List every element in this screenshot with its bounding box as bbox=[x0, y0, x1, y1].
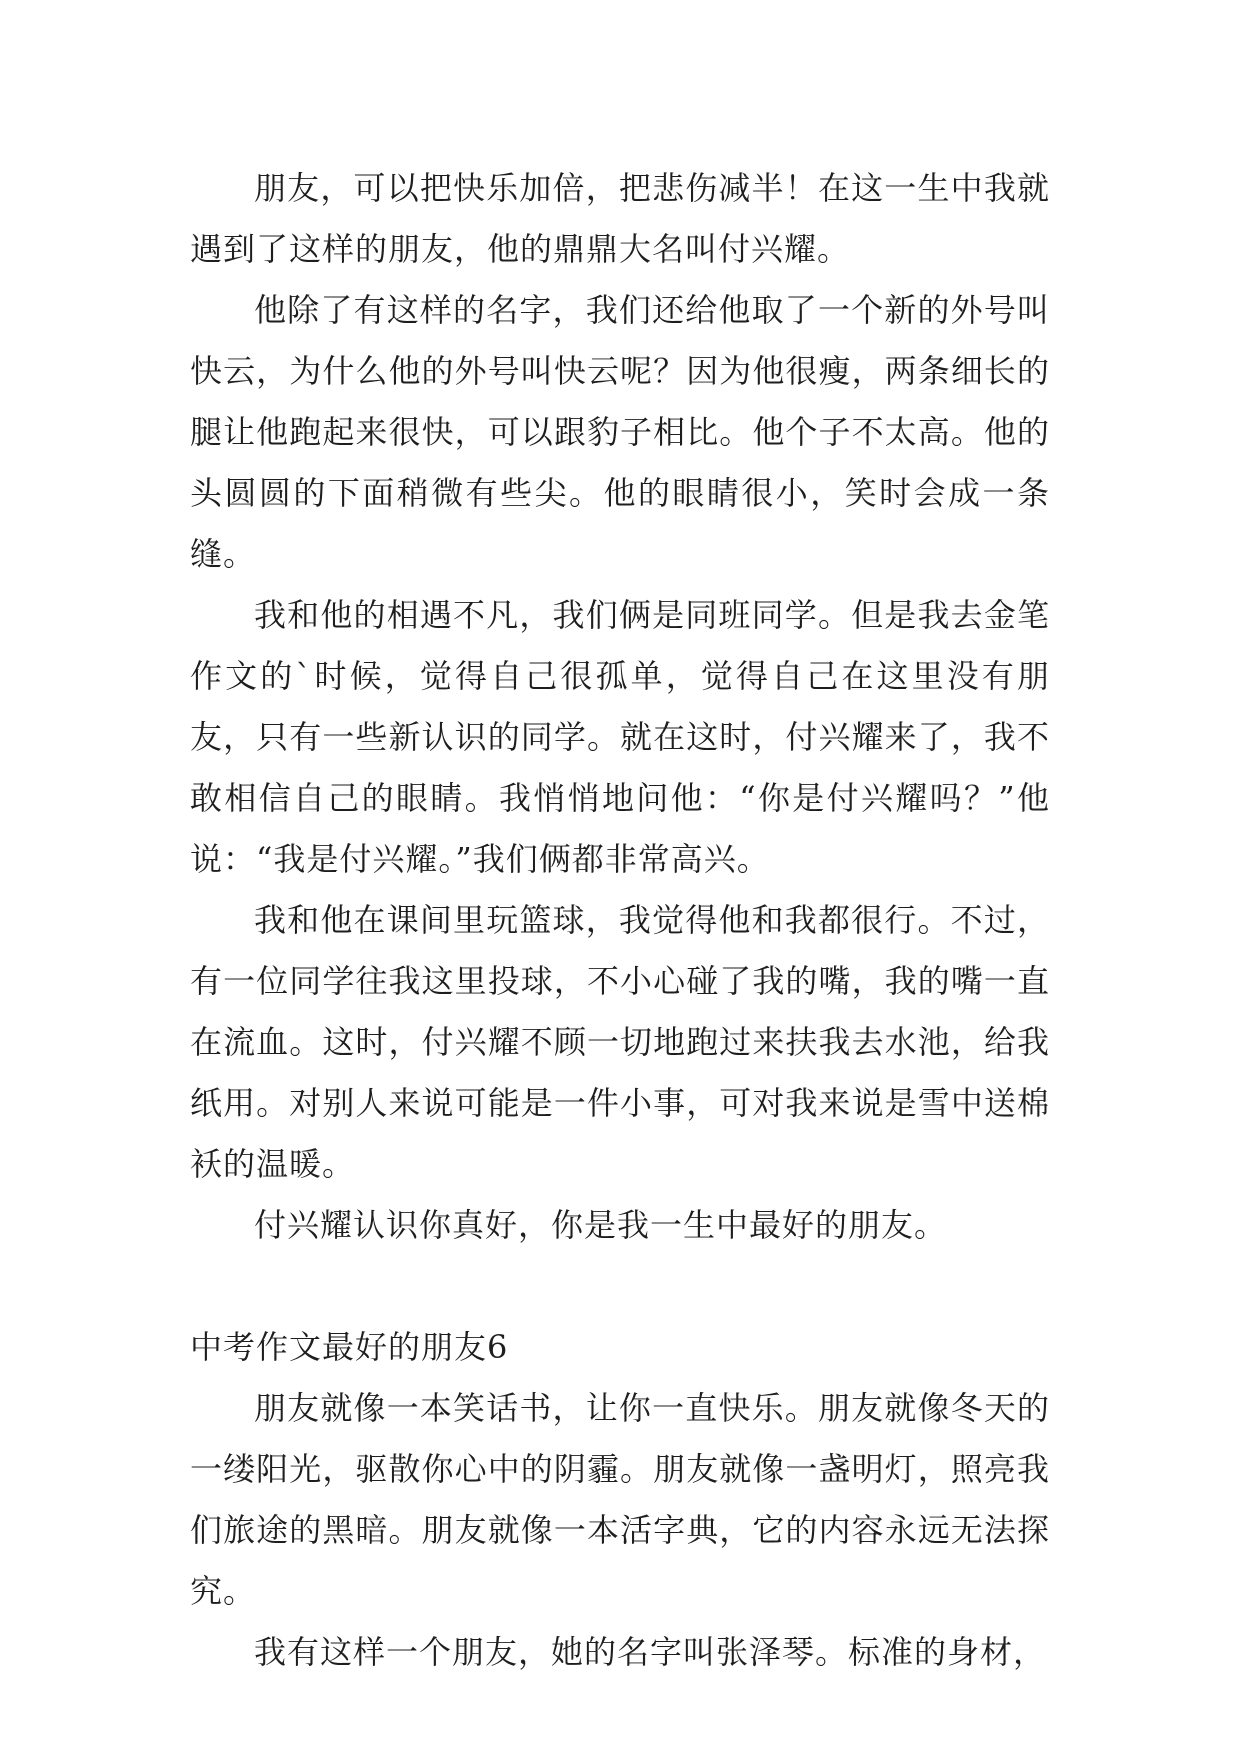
document-body bbox=[190, 158, 1050, 1683]
paragraph: 朋友就像一本笑话书，让你一直快乐。朋友就像冬天的一缕阳光，驱散你心中的阴霾。朋友就像一盏明灯，照亮我们旅途的黑暗。朋友就像一本活字典，它的内容永远无法探究。 bbox=[190, 1389, 1050, 1610]
paragraph: 付兴耀认识你真好，你是我一生中最好的朋友。 bbox=[254, 1206, 948, 1244]
paragraph: 我有这样一个朋友，她的名字叫张泽琴。标准的身材， bbox=[254, 1633, 1047, 1671]
paragraph: 我和他的相遇不凡，我们俩是同班同学。但是我去金笔作文的`时候，觉得自己很孤单，觉得自己在这里没有朋友，只有一些新认识的同学。就在这时，付兴耀来了，我不敢相信自己的眼睛。我悄悄地问他：“你是付兴耀吗？”他说：“我是付兴耀。”我们俩都非常高兴。 bbox=[190, 596, 1050, 878]
paragraph: 我和他在课间里玩篮球，我觉得他和我都很行。不过，有一位同学往我这里投球，不小心碰了我的嘴，我的嘴一直在流血。这时，付兴耀不顾一切地跑过来扶我去水池，给我纸用。对别人来说可能是一件小事，可对我来说是雪中送棉袄的温暖。 bbox=[190, 901, 1050, 1183]
paragraph: 他除了有这样的名字，我们还给他取了一个新的外号叫快云，为什么他的外号叫快云呢？因为他很瘦，两条细长的腿让他跑起来很快，可以跟豹子相比。他个子不太高。他的头圆圆的下面稍微有些尖。他的眼睛很小，笑时会成一条缝。 bbox=[190, 291, 1050, 573]
section-heading: 中考作文最好的朋友6 bbox=[190, 1328, 509, 1366]
paragraph: 朋友，可以把快乐加倍，把悲伤减半！在这一生中我就遇到了这样的朋友，他的鼎鼎大名叫付兴耀。 bbox=[190, 169, 1050, 268]
